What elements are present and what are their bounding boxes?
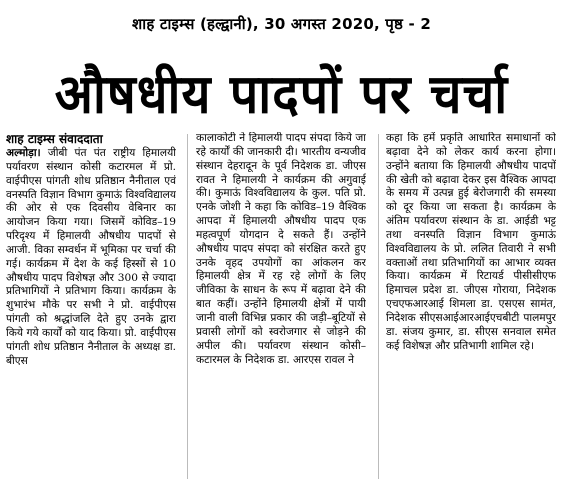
- article-column-3: [386, 132, 556, 484]
- column-3-text: कहा कि हमें प्रकृति आधारित समाधानों को बढ़ावा देने को लेकर कार्य करना होगा। उन्होंने बताया कि हिमालयी औषधीय पादपों की खेती को बढ़ावा देकर इस वैश्विक आपदा के समय में उत्पन्न हुई बेरोजगारी की समस्या को दूर किया जा सकता है। कार्यक्रम के अंतिम पर्यावरण संस्थान के डा. आईडी भट्ट तथा वनस्पति विज्ञान विभाग कुमाऊं विश्वविद्यालय के प्रो. ललित तिवारी ने सभी वक्ताओं तथा प्रतिभागियों का आभार व्यक्त किया। कार्यक्रम में रिटायर्ड पीसीसीएफ हिमाचल प्रदेश डा. जीएस गोराया, निदेशक एचएफआरआई शिमला डा. एसएस सामंत, निदेशक सीएसआईआरआईएचबीटी पालमपुर डा. संजय कुमार, डा. सीएस सनवाल समेत कई विशेषज्ञ और प्रतिभागी शामिल रहे।: [386, 132, 556, 352]
- byline: शाह टाइम्स संवाददाता: [6, 132, 103, 146]
- headline: औषधीय पादपों पर चर्चा: [54, 62, 509, 126]
- column-1-text: जीबी पंत पंत राष्ट्रीय हिमालयी पर्यावरण संस्थान कोसी कटारमल में प्रो. वाईपीएस पांगती शोध प्रतिष्ठान नैनीताल एवं वनस्पति विज्ञान विभाग कुमाऊं विश्वविद्यालय की ओर से एक दिवसीय वेबिनार का आयोजन किया गया। जिसमें कोविड–19 परिदृश्य में हिमालयी औषधीय पादपों से आजी. विका सम्वर्धन में भूमिका पर चर्चा की गई। कार्यक्रम में देश के कई हिस्सों से 10 औषधीय पादप विशेषज्ञ और 300 से ज्यादा प्रतिभागियों ने प्रतिभाग किया। कार्यक्रम के शुभारंभ मौके पर सभी ने प्रो. वाईपीएस पांगती को श्रद्धांजलि देते हुए उनके द्वारा किये गये कार्यों को याद किया। प्रो. वाईपीएस पांगती शोध प्रतिष्ठान नैनीताल के अध्यक्ष डा. बीएस: [6, 147, 176, 367]
- column-2-text: कालाकोटी ने हिमालयी पादप संपदा किये जा रहे कार्यों की जानकारी दी। भारतीय वन्यजीव संस्थान देहरादून के पूर्व निदेशक डा. जीएस रावत ने हिमालयी ने कार्यक्रम की अगुवाई की। कुमाऊं विश्वविद्यालय के कुल. पति प्रो. एनके जोशी ने कहा कि कोविड–19 वैश्विक आपदा में हिमालयी औषधीय पादप एक महत्वपूर्ण योगदान दे सकते हैं। उन्होंने औषधीय पादप संपदा को संरक्षित करते हुए उनके वृहद उपयोगों का आंकलन कर हिमालयी क्षेत्र में रह रहे लोगों के लिए जीविका के साधन के रूप में बढ़ावा देने की बात कहीं। उन्होंने हिमालयी क्षेत्रों में पायी जानी वाली विभिन्न प्रकार की जड़ी–बूटियों से प्रवासी लोगों को स्वरोजगार से जोड़ने की अपील की। पर्यावरण संस्थान कोसी–कटारमल के निदेशक डा. आरएस रावल ने: [196, 132, 366, 366]
- column-divider: [187, 134, 188, 479]
- column-1-paragraph: [6, 147, 176, 369]
- dateline: शाह टाइम्स (हल्द्वानी), 30 अगस्त 2020, पृष्ठ - 2: [132, 15, 431, 33]
- article-column-1: [6, 132, 176, 484]
- dateline-location: अल्मोड़ा।: [6, 147, 41, 159]
- article-column-2: [196, 132, 366, 484]
- column-divider: [378, 134, 379, 479]
